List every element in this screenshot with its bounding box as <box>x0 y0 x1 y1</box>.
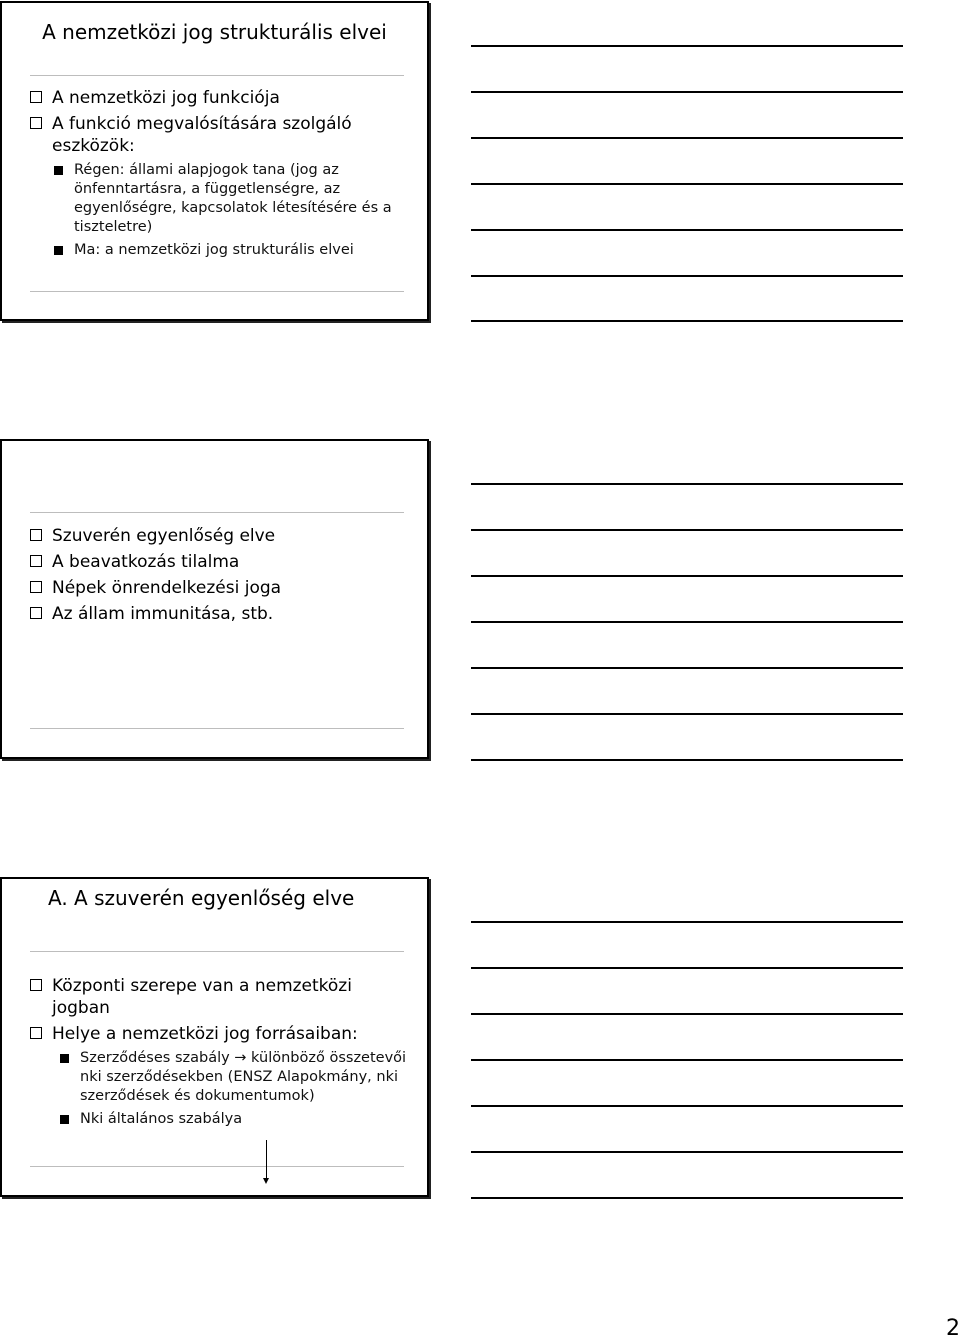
square-bullet-icon <box>54 246 63 255</box>
footer-divider <box>30 728 404 729</box>
down-arrow-icon <box>266 1140 267 1180</box>
note-line <box>471 320 903 322</box>
list-item: A nemzetközi jog funkciója <box>24 87 411 109</box>
title-divider <box>30 75 404 76</box>
sub-list-item: Szerződéses szabály → különböző összetevői nki szerződésekben (ENSZ Alapokmány, nki szerződések és dokumentumok) <box>24 1049 411 1106</box>
checkbox-bullet-icon <box>30 607 42 619</box>
checkbox-bullet-icon <box>30 1027 42 1039</box>
list-item: Népek önrendelkezési joga <box>24 577 411 599</box>
list-item: Az állam immunitása, stb. <box>24 603 411 625</box>
slide-3 <box>0 877 429 1197</box>
slide-1 <box>0 1 429 321</box>
note-line <box>471 621 903 623</box>
page-number: 2 <box>946 1316 960 1341</box>
note-line <box>471 483 903 485</box>
slide-2-list <box>24 525 411 629</box>
note-line <box>471 529 903 531</box>
list-item: A funkció megvalósítására szolgáló eszközök: <box>24 113 411 157</box>
checkbox-bullet-icon <box>30 117 42 129</box>
note-line <box>471 1059 903 1061</box>
note-line <box>471 759 903 761</box>
sub-list-item: Ma: a nemzetközi jog strukturális elvei <box>24 241 411 260</box>
checkbox-bullet-icon <box>30 979 42 991</box>
sub-list-item: Nki általános szabálya <box>24 1110 411 1129</box>
note-line <box>471 183 903 185</box>
note-line <box>471 667 903 669</box>
list-item: Helye a nemzetközi jog forrásaiban: <box>24 1023 411 1045</box>
note-line <box>471 137 903 139</box>
checkbox-bullet-icon <box>30 555 42 567</box>
list-item: Szuverén egyenlőség elve <box>24 525 411 547</box>
slide-2 <box>0 439 429 759</box>
checkbox-bullet-icon <box>30 91 42 103</box>
note-line <box>471 921 903 923</box>
sub-list-item: Régen: állami alapjogok tana (jog az önfenntartásra, a függetlenségre, az egyenlőségre, kapcsolatok létesítésére és a tiszteletre) <box>24 161 411 237</box>
note-line <box>471 967 903 969</box>
note-line <box>471 1151 903 1153</box>
note-line <box>471 1105 903 1107</box>
slide-1-title: A nemzetközi jog strukturális elvei <box>42 20 387 44</box>
slide-3-list <box>24 975 411 1129</box>
note-line <box>471 1197 903 1199</box>
note-line <box>471 275 903 277</box>
note-line <box>471 45 903 47</box>
checkbox-bullet-icon <box>30 529 42 541</box>
square-bullet-icon <box>60 1054 69 1063</box>
list-item: Központi szerepe van a nemzetközi jogban <box>24 975 411 1019</box>
title-divider <box>30 512 404 513</box>
slide-3-title: A. A szuverén egyenlőség elve <box>48 886 355 910</box>
title-divider <box>30 951 404 952</box>
square-bullet-icon <box>60 1115 69 1124</box>
footer-divider <box>30 291 404 292</box>
list-item: A beavatkozás tilalma <box>24 551 411 573</box>
note-line <box>471 1013 903 1015</box>
square-bullet-icon <box>54 166 63 175</box>
checkbox-bullet-icon <box>30 581 42 593</box>
note-line <box>471 91 903 93</box>
slide-1-list <box>24 87 411 260</box>
note-line <box>471 575 903 577</box>
note-line <box>471 713 903 715</box>
footer-divider <box>30 1166 404 1167</box>
note-line <box>471 229 903 231</box>
